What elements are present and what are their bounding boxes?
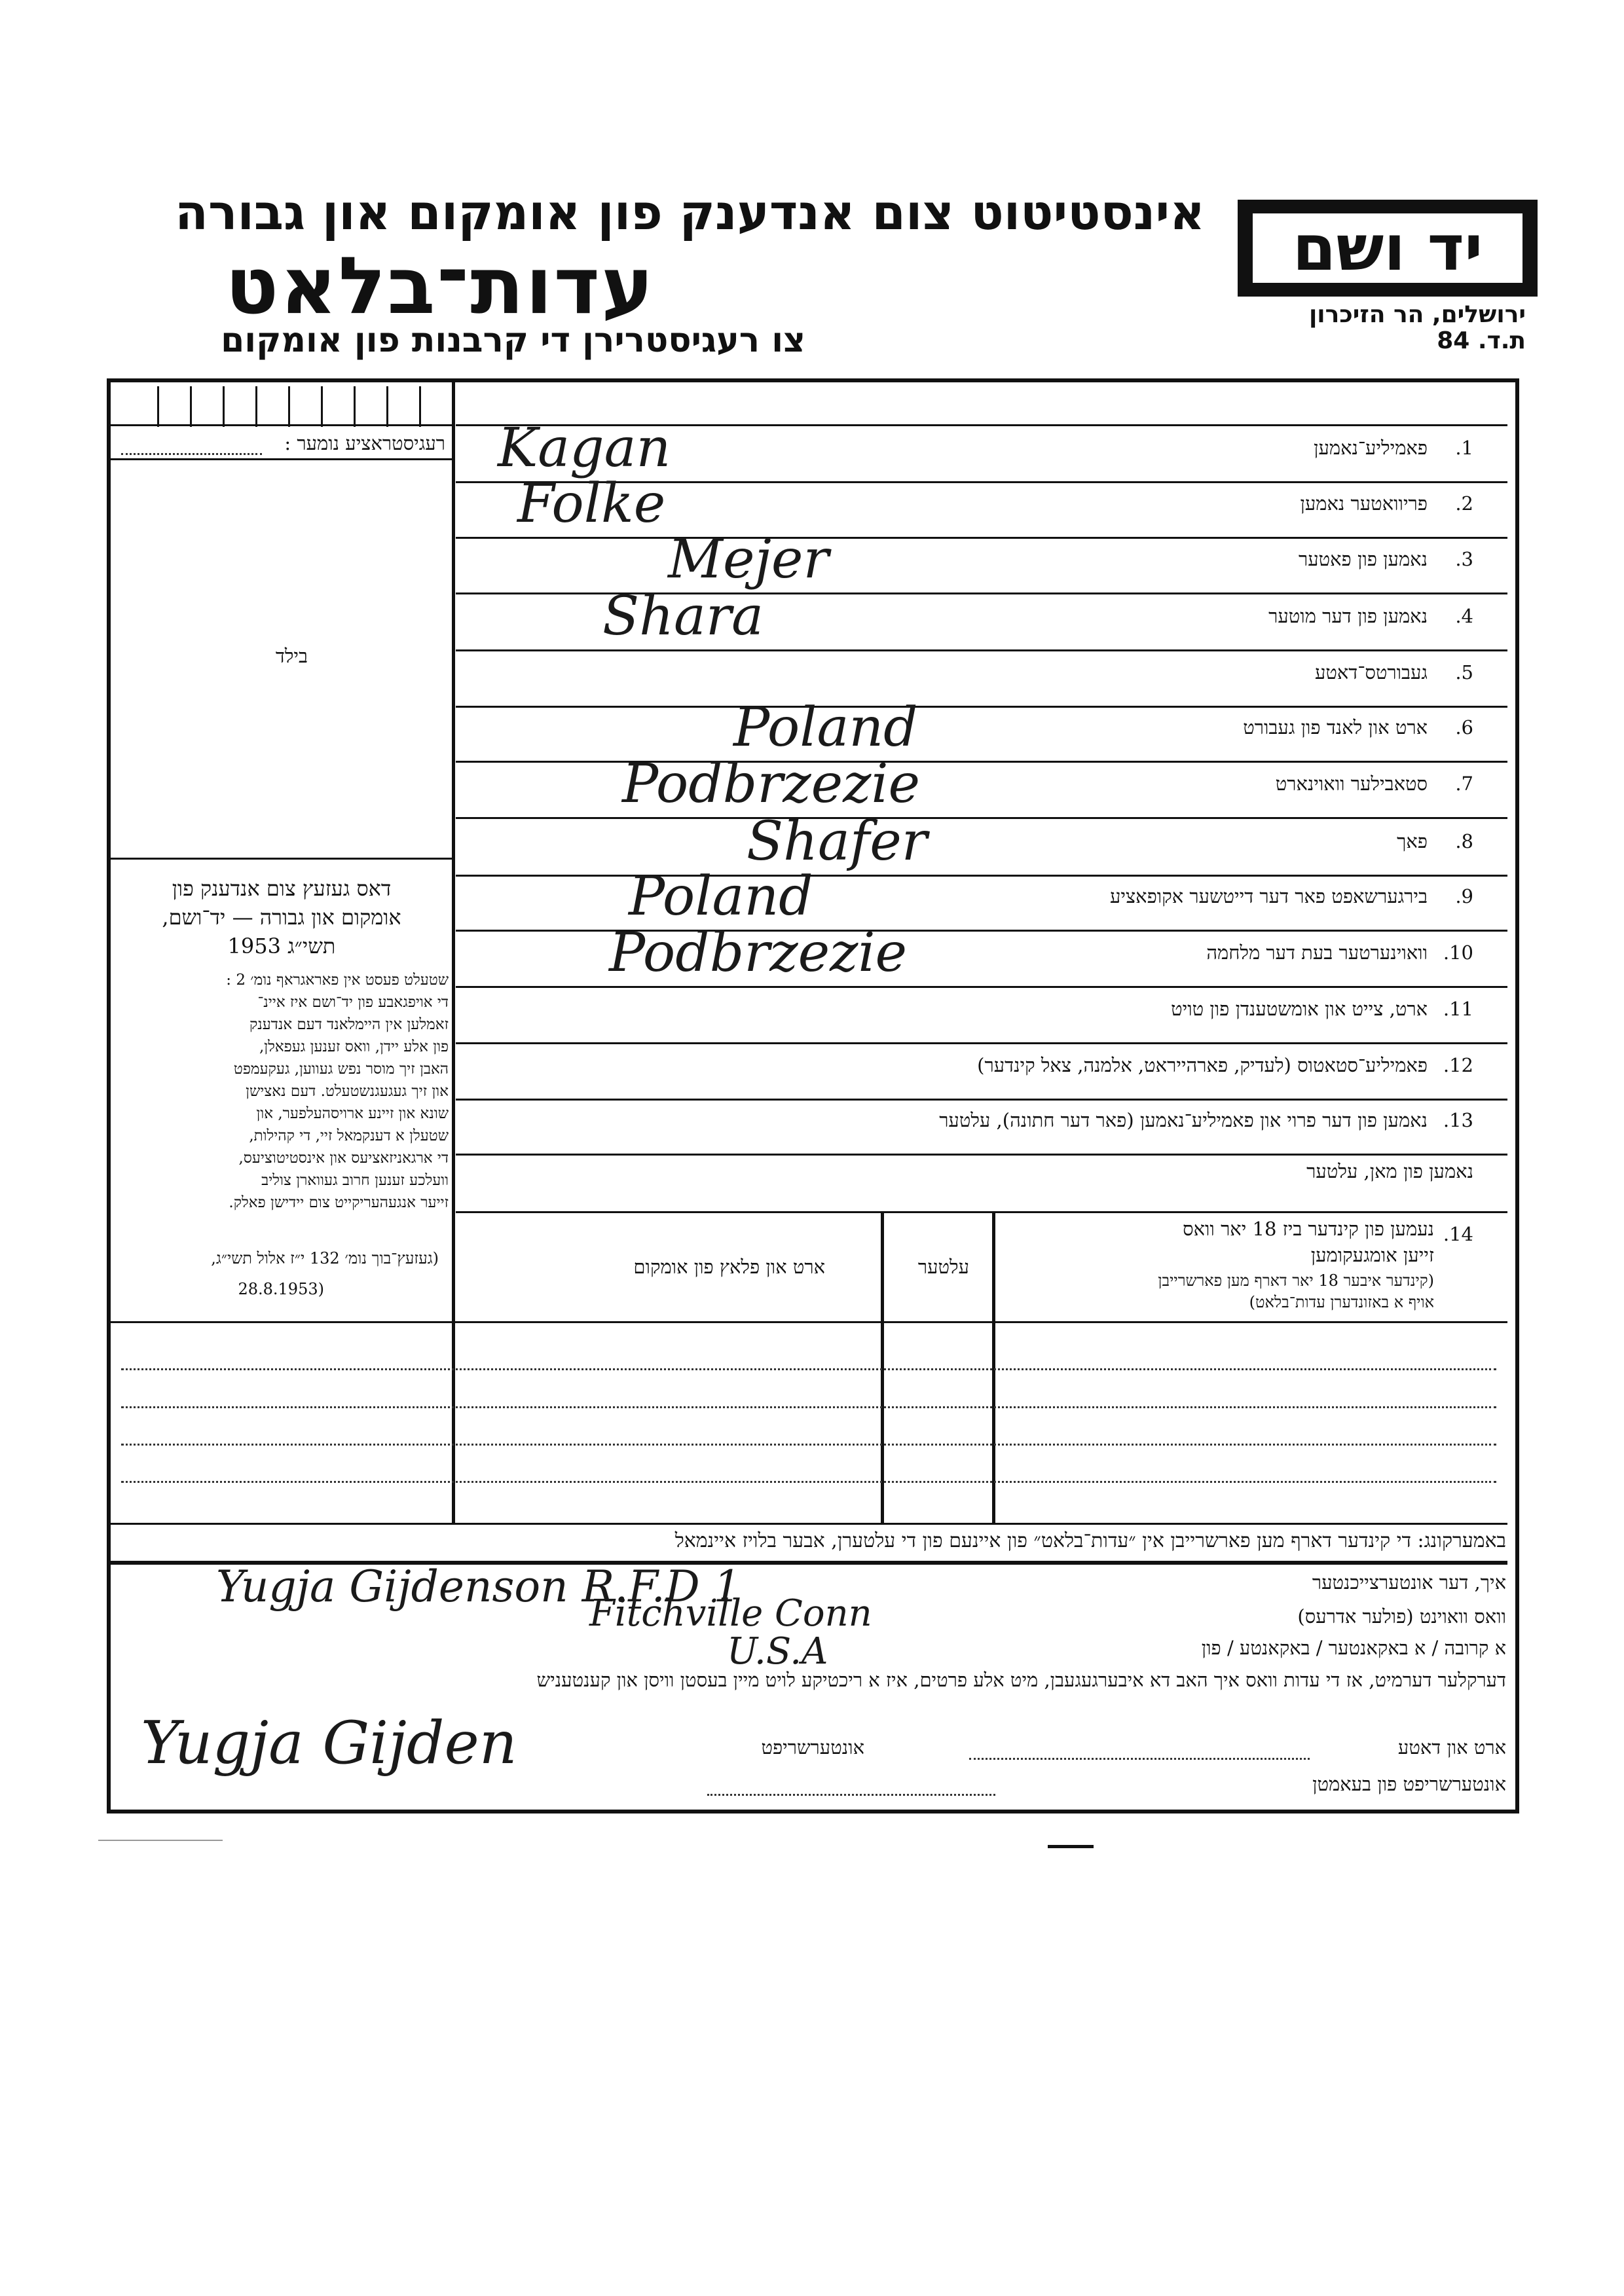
field-number: 2. [1455, 492, 1473, 515]
field-row-line [456, 817, 1507, 819]
field-label: פאמיליע־סטאטוס (לעדיק, פארהייראט, אלמנה, צאל קינדער) [977, 1054, 1428, 1076]
form-title: עדות־בלאט [225, 241, 655, 332]
children-note-2: אויף א באזונדערן עדות־בלאט) [1249, 1293, 1434, 1311]
field-label: פריוואטער נאמען [1300, 492, 1428, 515]
field-row-line [456, 706, 1507, 708]
field-number: 8. [1455, 830, 1473, 852]
children-heading-1: נעמען פון קינדער ביז 18 יאר וואס [1183, 1218, 1434, 1240]
law-line: דאס געזעץ צום אנדענק פון [172, 876, 392, 901]
declaration-text [249, 1666, 1506, 1694]
children-row-line [121, 1406, 1496, 1408]
field-label: וואוינערטער בעת דער מלחמה [1206, 941, 1428, 964]
signature-label: אונטערשריפט [761, 1736, 864, 1758]
field-row-line [456, 1042, 1507, 1044]
field-label: נאמען פון דער מוטער [1268, 605, 1428, 627]
relation-label: א קרובה / א באקאנטער / באקאנטע / פון [1201, 1637, 1506, 1659]
field-number: 11. [1443, 998, 1473, 1020]
field-row-line [456, 649, 1507, 651]
registration-number-label: רעגיסטראציע נומער : [284, 432, 445, 454]
field-label: סטאבילער וואוינארט [1275, 773, 1428, 795]
field-value[interactable]: Poland [629, 866, 813, 928]
declarant-name-value: Yugja Gijdenson R.F.D 1 [216, 1561, 741, 1612]
law-text-block [118, 874, 445, 960]
official-signature-label: אונטערשריפט פון בעאמטן [1312, 1773, 1506, 1795]
place-date-label: ארט און דאטע [1397, 1736, 1506, 1758]
gazette-date: (28.8.1953 [238, 1280, 324, 1298]
field-number: 3. [1455, 548, 1473, 570]
address-line-2: ת.ד. 84 [1437, 327, 1526, 354]
husband-label: נאמען פון מאן, עלטער [1306, 1160, 1473, 1182]
scan-mark [98, 1840, 223, 1841]
field-label: פאך [1397, 830, 1428, 852]
field-row-line [456, 1099, 1507, 1101]
field-label: ארט, צייט און אומשטענדן פון טויט [1171, 998, 1428, 1020]
field-number: 9. [1455, 885, 1473, 907]
photo-label: בילד [275, 645, 308, 667]
law-paragraph: שטעלט פעסט אין פאראגראף נומ׳ 2 : די אויפגאבע פון יד־ושם איז איינ־ זאמלען אין היימלאנד דעם אנדענק פון אלע יידן, וואס זענען געפאלן, האבן זיך מוסר נפש געווען, געקעמפט און זיך געגעגנשטעלט. דעם נאצישן שונא און זיינע ארויסהעלפער, און שטעלן א דענקמאל זיי, די קהילות, די ארגאניזאציעס און אינסטיטוציעס, וועלכע זענען חרוב געווארן צוליב זייער אנגעהעריקייט צום יידישן פאלק. [226, 972, 449, 1211]
children-number: 14. [1443, 1223, 1473, 1245]
declarant-address-label: וואס וואוינט (פולער אדרעס) [1297, 1605, 1506, 1628]
address-line-1: ירושלים, הר הזיכרון [1308, 301, 1526, 328]
gazette-reference: (געזעץ־בוך נומ׳ 132 י״ז אלול תשי״ג, [211, 1249, 439, 1267]
field-value[interactable]: Podbrzezie [622, 753, 921, 815]
signature-value: Yugja Gijden [141, 1709, 517, 1777]
field-value[interactable]: Podbrzezie [609, 922, 908, 984]
field-row-line [456, 537, 1507, 539]
field-number: 1. [1455, 437, 1473, 459]
law-line: אומקום און גבורה — יד־ושם, [162, 905, 401, 930]
children-row-line [121, 1368, 1496, 1370]
field-value[interactable]: Poland [733, 697, 918, 759]
field-number: 4. [1455, 605, 1473, 627]
place-column-header: ארט און פלאץ פון אומקום [633, 1256, 825, 1278]
scan-mark [1048, 1845, 1094, 1848]
field-number: 6. [1455, 716, 1473, 738]
field-label: ארט און לאנד פון געבורט [1243, 716, 1428, 738]
field-label: נאמען פון דער פרוי און פאמיליע־נאמען (פאר דער חתונה), עלטער [939, 1109, 1428, 1131]
field-value[interactable]: Kagan [498, 417, 671, 479]
law-line: תשי״ג 1953 [227, 934, 336, 958]
declarant-country-value: U.S.A [727, 1630, 828, 1673]
field-value[interactable]: Folke [517, 473, 666, 535]
field-row-line [456, 761, 1507, 763]
remark-text: באמערקונג: די קינדער דארף מען פארשרייבן אין ״עדות־בלאט״ פון איינעם פון די עלטערן, אבער בלויז איינמאל [674, 1529, 1506, 1552]
field-label: געבורטס־דאטע [1314, 661, 1428, 683]
field-value[interactable]: Shafer [747, 811, 927, 873]
form-subtitle: צו רעגיסטרירן די קרבנות פון אומקום [221, 321, 805, 360]
children-note-1: (קינדער איבער 18 יאר דארף מען פארשרייבן [1158, 1271, 1434, 1290]
declarant-name-label: איך, דער אונטערצייכנטער [1312, 1571, 1506, 1594]
field-number: 5. [1455, 661, 1473, 683]
children-row-line [121, 1444, 1496, 1446]
age-column-header: עלטער [917, 1256, 969, 1278]
declarant-address-value: Fitchville Conn [589, 1592, 872, 1635]
field-label: פאמיליע־נאמען [1314, 437, 1428, 459]
children-heading-2: זייען אומגעקומען [1310, 1244, 1434, 1266]
field-number: 13. [1443, 1109, 1473, 1131]
institute-name: אינסטיטוט צום אנדענק פון אומקום און גבורה [175, 185, 1205, 241]
logo-text: יד ושם [1253, 213, 1522, 283]
field-row-line [456, 1154, 1507, 1156]
field-label: בירגערשאפט פאר דער דייטשער אקופאציע [1109, 885, 1428, 907]
field-number: 12. [1443, 1054, 1473, 1076]
field-number: 10. [1443, 941, 1473, 964]
left-column-divider [452, 382, 455, 1525]
field-value[interactable]: Mejer [668, 528, 829, 591]
field-row-line [456, 875, 1507, 877]
field-label: נאמען פון פאטער [1298, 548, 1428, 570]
field-number: 7. [1455, 773, 1473, 795]
children-row-line [121, 1481, 1496, 1483]
declaration-sentence: דערקלער דערמיט, אז די עדות וואס איך האב דא איבערגעגעבן, מיט אלע פרטים, איז א ריכטיקע לויט מיין בעסטן וויסן און קענטעניש [536, 1669, 1506, 1691]
yad-vashem-logo [1238, 200, 1538, 297]
field-value[interactable]: Shara [602, 585, 764, 647]
field-row-line [456, 986, 1507, 988]
